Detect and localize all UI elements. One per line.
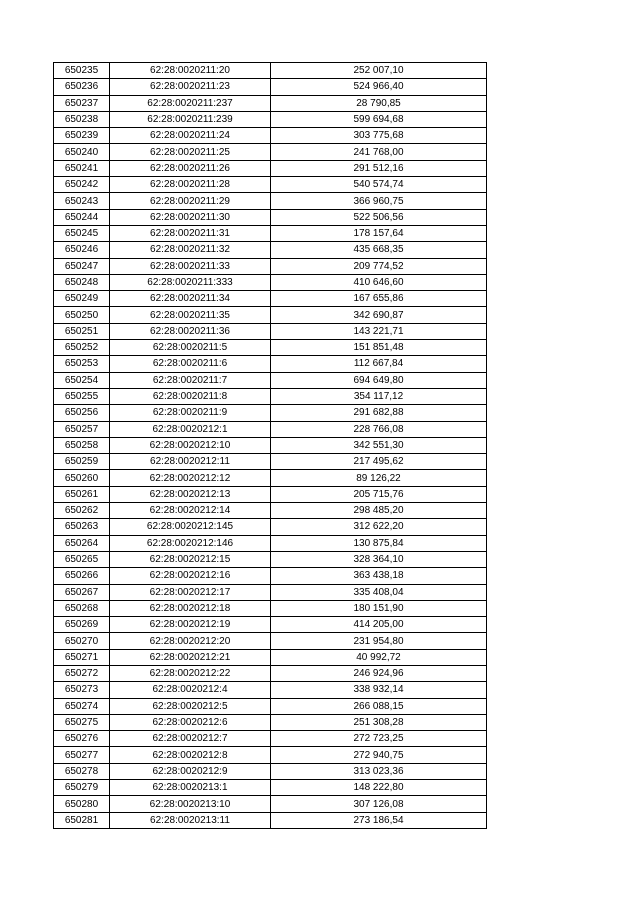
- table-row: [54, 551, 487, 567]
- cadastral-number-cell: 62:28:0020212:6: [110, 714, 271, 730]
- cadastral-number-cell: 62:28:0020212:4: [110, 682, 271, 698]
- row-number-cell: 650269: [54, 617, 110, 633]
- cadastral-number-cell: 62:28:0020212:17: [110, 584, 271, 600]
- row-number-cell: 650252: [54, 340, 110, 356]
- cadastral-number-cell: 62:28:0020212:19: [110, 617, 271, 633]
- table-row: [54, 405, 487, 421]
- row-number-cell: 650246: [54, 242, 110, 258]
- table-row: [54, 372, 487, 388]
- cadastral-value-cell: 167 655,86: [271, 291, 487, 307]
- cadastral-value-cell: 205 715,76: [271, 486, 487, 502]
- cadastral-value-cell: 178 157,64: [271, 225, 487, 241]
- cadastral-number-cell: 62:28:0020211:237: [110, 95, 271, 111]
- cadastral-number-cell: 62:28:0020211:28: [110, 177, 271, 193]
- cadastral-value-cell: 28 790,85: [271, 95, 487, 111]
- cadastral-value-cell: 180 151,90: [271, 600, 487, 616]
- cadastral-value-table: [53, 62, 487, 829]
- row-number-cell: 650236: [54, 79, 110, 95]
- cadastral-value-cell: 40 992,72: [271, 649, 487, 665]
- cadastral-value-cell: 338 932,14: [271, 682, 487, 698]
- cadastral-number-cell: 62:28:0020212:21: [110, 649, 271, 665]
- table-row: [54, 454, 487, 470]
- row-number-cell: 650244: [54, 209, 110, 225]
- cadastral-number-cell: 62:28:0020211:333: [110, 274, 271, 290]
- cadastral-number-cell: 62:28:0020211:6: [110, 356, 271, 372]
- cadastral-value-cell: 335 408,04: [271, 584, 487, 600]
- table-row: [54, 731, 487, 747]
- table-row: [54, 274, 487, 290]
- cadastral-value-cell: 298 485,20: [271, 503, 487, 519]
- cadastral-value-cell: 130 875,84: [271, 535, 487, 551]
- row-number-cell: 650251: [54, 323, 110, 339]
- table-row: [54, 535, 487, 551]
- row-number-cell: 650264: [54, 535, 110, 551]
- cadastral-value-cell: 148 222,80: [271, 780, 487, 796]
- row-number-cell: 650245: [54, 225, 110, 241]
- table-body: [54, 63, 487, 829]
- cadastral-number-cell: 62:28:0020212:11: [110, 454, 271, 470]
- table-row: [54, 340, 487, 356]
- cadastral-value-cell: 217 495,62: [271, 454, 487, 470]
- table-row: [54, 356, 487, 372]
- cadastral-number-cell: 62:28:0020211:31: [110, 225, 271, 241]
- table-row: [54, 503, 487, 519]
- table-row: [54, 584, 487, 600]
- cadastral-number-cell: 62:28:0020211:8: [110, 388, 271, 404]
- table-row: [54, 242, 487, 258]
- table-row: [54, 323, 487, 339]
- cadastral-value-cell: 272 940,75: [271, 747, 487, 763]
- cadastral-value-cell: 694 649,80: [271, 372, 487, 388]
- cadastral-number-cell: 62:28:0020212:1: [110, 421, 271, 437]
- table-row: [54, 812, 487, 828]
- cadastral-value-cell: 246 924,96: [271, 665, 487, 681]
- table-row: [54, 111, 487, 127]
- row-number-cell: 650247: [54, 258, 110, 274]
- cadastral-value-cell: 303 775,68: [271, 128, 487, 144]
- cadastral-value-cell: 354 117,12: [271, 388, 487, 404]
- table-row: [54, 486, 487, 502]
- table-row: [54, 95, 487, 111]
- cadastral-number-cell: 62:28:0020212:18: [110, 600, 271, 616]
- cadastral-number-cell: 62:28:0020213:11: [110, 812, 271, 828]
- row-number-cell: 650266: [54, 568, 110, 584]
- cadastral-number-cell: 62:28:0020211:239: [110, 111, 271, 127]
- table-row: [54, 665, 487, 681]
- row-number-cell: 650261: [54, 486, 110, 502]
- row-number-cell: 650279: [54, 780, 110, 796]
- row-number-cell: 650241: [54, 160, 110, 176]
- cadastral-number-cell: 62:28:0020211:23: [110, 79, 271, 95]
- row-number-cell: 650239: [54, 128, 110, 144]
- table-row: [54, 633, 487, 649]
- cadastral-number-cell: 62:28:0020211:9: [110, 405, 271, 421]
- cadastral-number-cell: 62:28:0020211:7: [110, 372, 271, 388]
- cadastral-value-cell: 414 205,00: [271, 617, 487, 633]
- cadastral-value-cell: 307 126,08: [271, 796, 487, 812]
- row-number-cell: 650249: [54, 291, 110, 307]
- row-number-cell: 650254: [54, 372, 110, 388]
- row-number-cell: 650273: [54, 682, 110, 698]
- table-row: [54, 209, 487, 225]
- cadastral-number-cell: 62:28:0020211:35: [110, 307, 271, 323]
- table-row: [54, 291, 487, 307]
- table-row: [54, 63, 487, 79]
- row-number-cell: 650256: [54, 405, 110, 421]
- cadastral-value-cell: 313 023,36: [271, 763, 487, 779]
- row-number-cell: 650248: [54, 274, 110, 290]
- cadastral-number-cell: 62:28:0020213:10: [110, 796, 271, 812]
- table-row: [54, 193, 487, 209]
- cadastral-value-cell: 231 954,80: [271, 633, 487, 649]
- cadastral-number-cell: 62:28:0020211:29: [110, 193, 271, 209]
- cadastral-number-cell: 62:28:0020211:26: [110, 160, 271, 176]
- row-number-cell: 650259: [54, 454, 110, 470]
- row-number-cell: 650240: [54, 144, 110, 160]
- cadastral-value-cell: 363 438,18: [271, 568, 487, 584]
- cadastral-number-cell: 62:28:0020212:10: [110, 437, 271, 453]
- cadastral-value-cell: 599 694,68: [271, 111, 487, 127]
- row-number-cell: 650276: [54, 731, 110, 747]
- table-row: [54, 796, 487, 812]
- cadastral-number-cell: 62:28:0020211:24: [110, 128, 271, 144]
- row-number-cell: 650277: [54, 747, 110, 763]
- row-number-cell: 650275: [54, 714, 110, 730]
- table-row: [54, 600, 487, 616]
- table-row: [54, 258, 487, 274]
- table-row: [54, 177, 487, 193]
- row-number-cell: 650280: [54, 796, 110, 812]
- cadastral-number-cell: 62:28:0020213:1: [110, 780, 271, 796]
- table-row: [54, 714, 487, 730]
- table-row: [54, 421, 487, 437]
- cadastral-number-cell: 62:28:0020211:33: [110, 258, 271, 274]
- row-number-cell: 650238: [54, 111, 110, 127]
- row-number-cell: 650258: [54, 437, 110, 453]
- cadastral-number-cell: 62:28:0020211:30: [110, 209, 271, 225]
- cadastral-value-cell: 209 774,52: [271, 258, 487, 274]
- row-number-cell: 650260: [54, 470, 110, 486]
- cadastral-number-cell: 62:28:0020212:8: [110, 747, 271, 763]
- cadastral-value-cell: 366 960,75: [271, 193, 487, 209]
- cadastral-number-cell: 62:28:0020211:20: [110, 63, 271, 79]
- row-number-cell: 650250: [54, 307, 110, 323]
- table-row: [54, 698, 487, 714]
- cadastral-value-cell: 312 622,20: [271, 519, 487, 535]
- cadastral-number-cell: 62:28:0020212:20: [110, 633, 271, 649]
- table-row: [54, 307, 487, 323]
- cadastral-value-cell: 89 126,22: [271, 470, 487, 486]
- table-row: [54, 682, 487, 698]
- row-number-cell: 650253: [54, 356, 110, 372]
- cadastral-value-cell: 252 007,10: [271, 63, 487, 79]
- cadastral-value-cell: 328 364,10: [271, 551, 487, 567]
- row-number-cell: 650268: [54, 600, 110, 616]
- cadastral-number-cell: 62:28:0020212:7: [110, 731, 271, 747]
- cadastral-number-cell: 62:28:0020212:9: [110, 763, 271, 779]
- table-row: [54, 763, 487, 779]
- table-row: [54, 160, 487, 176]
- cadastral-number-cell: 62:28:0020212:5: [110, 698, 271, 714]
- table-row: [54, 388, 487, 404]
- cadastral-number-cell: 62:28:0020212:145: [110, 519, 271, 535]
- cadastral-value-cell: 342 690,87: [271, 307, 487, 323]
- cadastral-value-cell: 291 682,88: [271, 405, 487, 421]
- cadastral-value-cell: 273 186,54: [271, 812, 487, 828]
- row-number-cell: 650255: [54, 388, 110, 404]
- table-row: [54, 519, 487, 535]
- table-row: [54, 144, 487, 160]
- cadastral-number-cell: 62:28:0020211:36: [110, 323, 271, 339]
- cadastral-value-cell: 435 668,35: [271, 242, 487, 258]
- cadastral-number-cell: 62:28:0020211:34: [110, 291, 271, 307]
- cadastral-value-cell: 540 574,74: [271, 177, 487, 193]
- row-number-cell: 650235: [54, 63, 110, 79]
- cadastral-number-cell: 62:28:0020212:12: [110, 470, 271, 486]
- cadastral-value-cell: 266 088,15: [271, 698, 487, 714]
- cadastral-value-cell: 251 308,28: [271, 714, 487, 730]
- table-row: [54, 780, 487, 796]
- cadastral-value-cell: 410 646,60: [271, 274, 487, 290]
- row-number-cell: 650278: [54, 763, 110, 779]
- table-row: [54, 649, 487, 665]
- cadastral-value-cell: 272 723,25: [271, 731, 487, 747]
- table-row: [54, 568, 487, 584]
- row-number-cell: 650265: [54, 551, 110, 567]
- row-number-cell: 650271: [54, 649, 110, 665]
- table-row: [54, 128, 487, 144]
- cadastral-number-cell: 62:28:0020211:25: [110, 144, 271, 160]
- row-number-cell: 650262: [54, 503, 110, 519]
- cadastral-number-cell: 62:28:0020212:15: [110, 551, 271, 567]
- row-number-cell: 650267: [54, 584, 110, 600]
- table-row: [54, 617, 487, 633]
- table-row: [54, 437, 487, 453]
- table-row: [54, 747, 487, 763]
- cadastral-value-cell: 151 851,48: [271, 340, 487, 356]
- row-number-cell: 650281: [54, 812, 110, 828]
- cadastral-value-cell: 342 551,30: [271, 437, 487, 453]
- cadastral-value-cell: 291 512,16: [271, 160, 487, 176]
- cadastral-number-cell: 62:28:0020212:14: [110, 503, 271, 519]
- cadastral-value-cell: 524 966,40: [271, 79, 487, 95]
- row-number-cell: 650274: [54, 698, 110, 714]
- table-row: [54, 225, 487, 241]
- table-row: [54, 470, 487, 486]
- row-number-cell: 650272: [54, 665, 110, 681]
- cadastral-number-cell: 62:28:0020212:13: [110, 486, 271, 502]
- row-number-cell: 650243: [54, 193, 110, 209]
- table-row: [54, 79, 487, 95]
- row-number-cell: 650263: [54, 519, 110, 535]
- cadastral-number-cell: 62:28:0020211:5: [110, 340, 271, 356]
- cadastral-number-cell: 62:28:0020211:32: [110, 242, 271, 258]
- cadastral-number-cell: 62:28:0020212:22: [110, 665, 271, 681]
- row-number-cell: 650237: [54, 95, 110, 111]
- cadastral-value-cell: 241 768,00: [271, 144, 487, 160]
- row-number-cell: 650242: [54, 177, 110, 193]
- row-number-cell: 650270: [54, 633, 110, 649]
- cadastral-number-cell: 62:28:0020212:16: [110, 568, 271, 584]
- cadastral-number-cell: 62:28:0020212:146: [110, 535, 271, 551]
- cadastral-value-cell: 112 667,84: [271, 356, 487, 372]
- cadastral-value-cell: 522 506,56: [271, 209, 487, 225]
- cadastral-value-cell: 228 766,08: [271, 421, 487, 437]
- cadastral-value-cell: 143 221,71: [271, 323, 487, 339]
- row-number-cell: 650257: [54, 421, 110, 437]
